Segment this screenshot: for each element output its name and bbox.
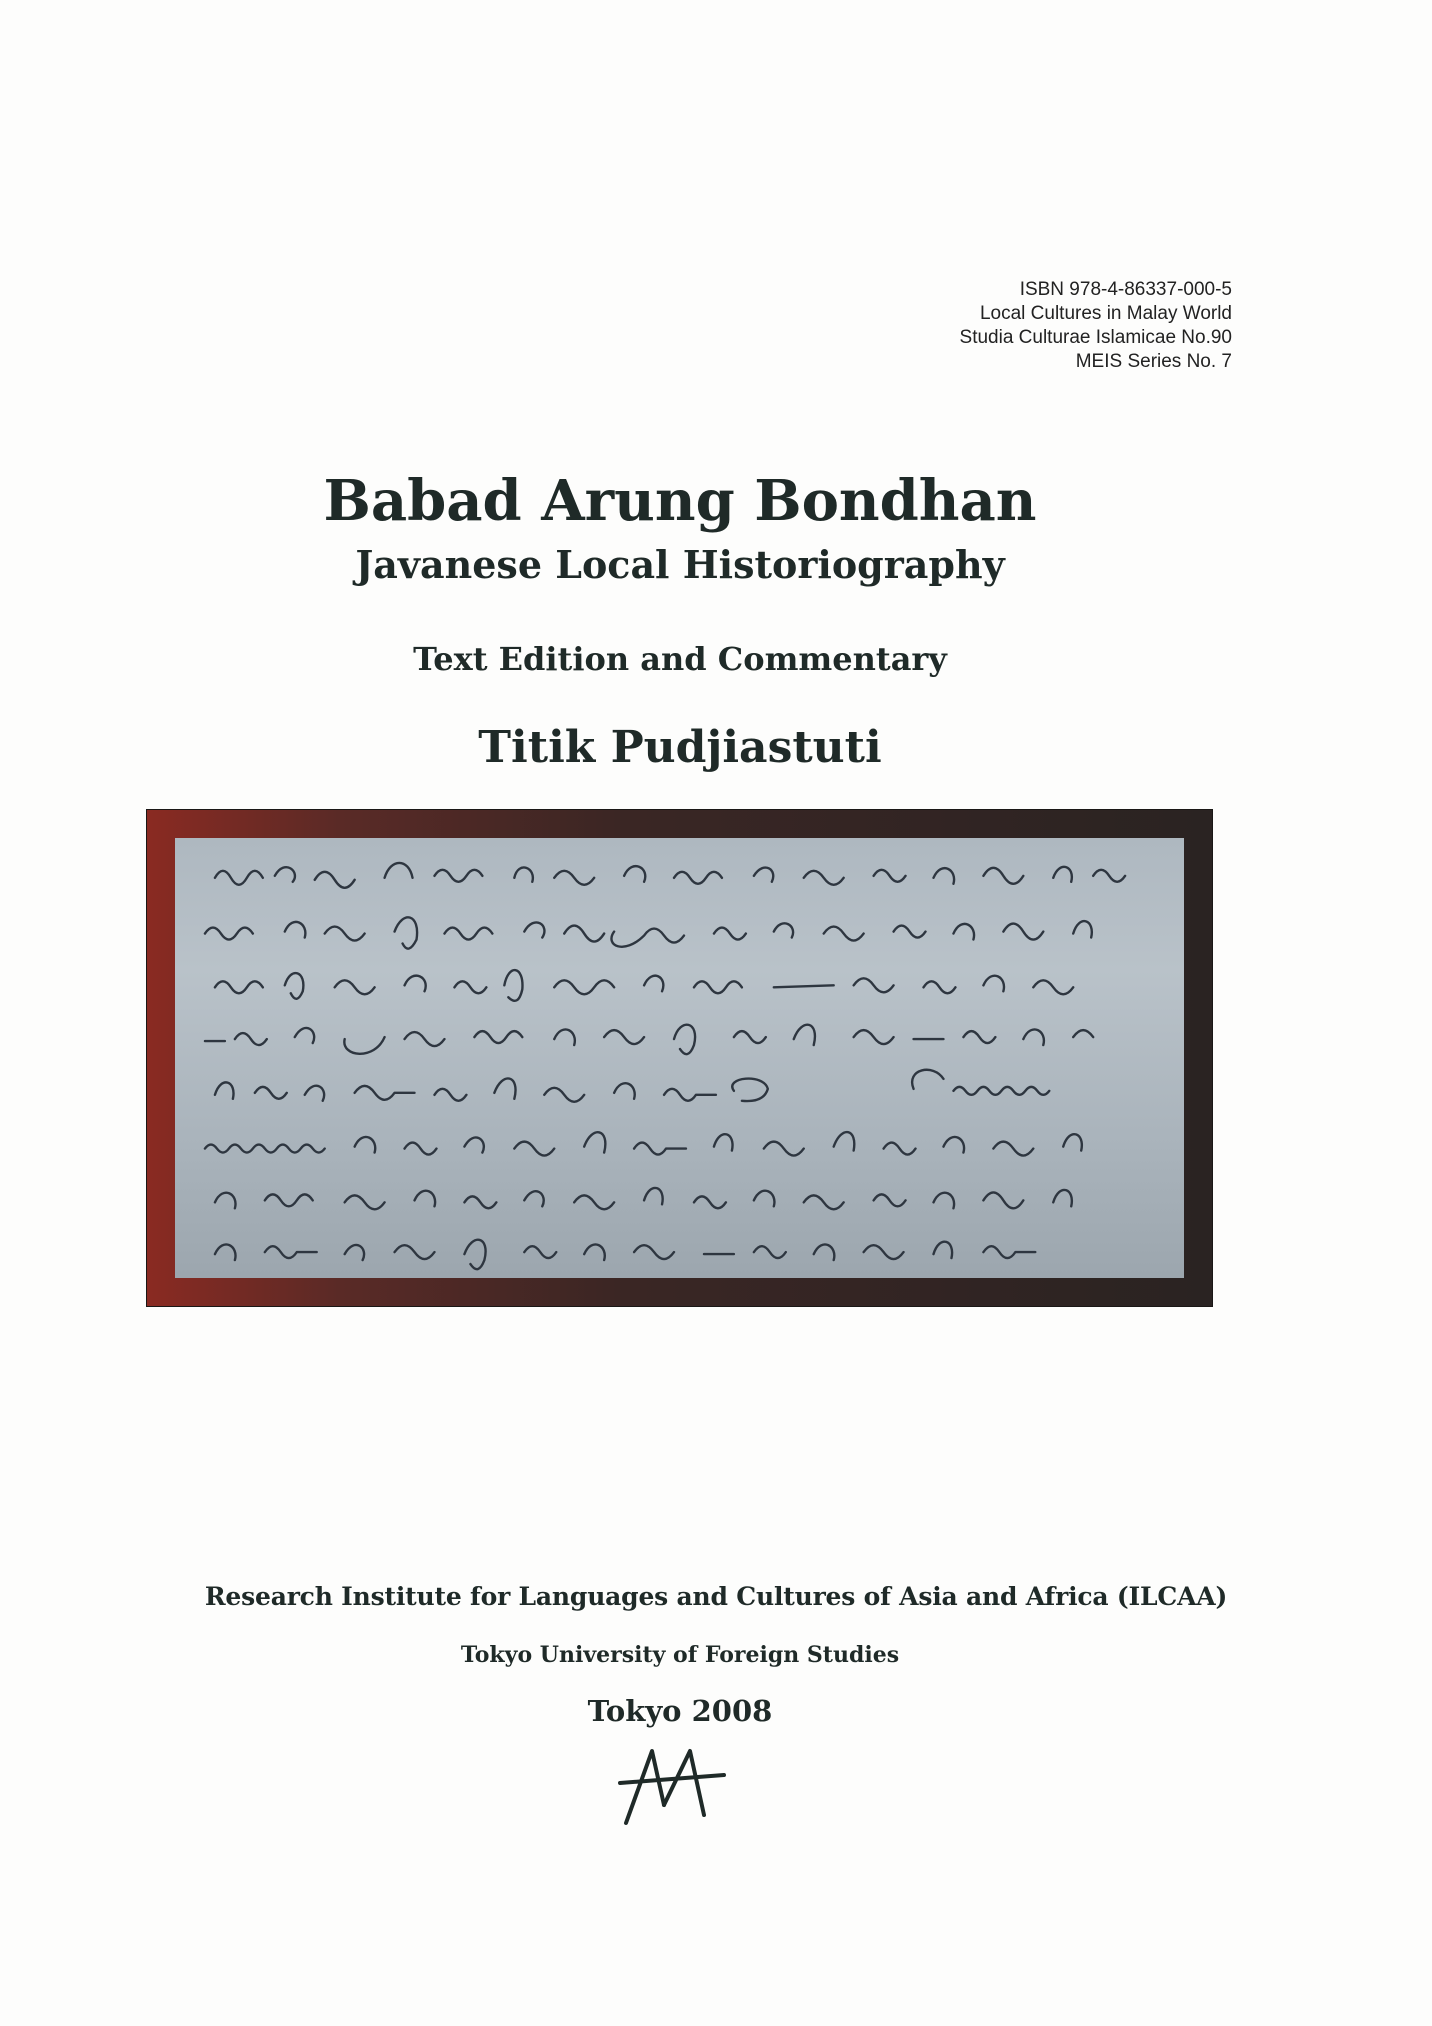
manuscript-image-frame	[146, 809, 1213, 1307]
manuscript-photo	[175, 838, 1184, 1278]
book-edition: Text Edition and Commentary	[413, 640, 947, 678]
publisher-university: Tokyo University of Foreign Studies	[460, 1642, 900, 1668]
book-subtitle: Javanese Local Historiography	[355, 542, 1005, 587]
publisher-institute: Research Institute for Languages and Cultures of Asia and Africa (ILCAA)	[204, 1582, 1228, 1611]
series-line-studia: Studia Culturae Islamicae No.90	[959, 327, 1232, 348]
javanese-script-illustration	[175, 838, 1184, 1278]
series-info	[960, 278, 1232, 374]
series-line-local-cultures: Local Cultures in Malay World	[979, 303, 1232, 324]
publisher-place-year: Tokyo 2008	[587, 1694, 773, 1728]
book-title: Babad Arung Bondhan	[323, 468, 1037, 534]
isbn-line: ISBN 978-4-86337-000-5	[1019, 279, 1232, 300]
series-line-meis: MEIS Series No. 7	[1075, 351, 1232, 372]
ilcaa-aa-logo-icon	[618, 1745, 728, 1827]
book-author: Titik Pudjiastuti	[478, 722, 882, 773]
